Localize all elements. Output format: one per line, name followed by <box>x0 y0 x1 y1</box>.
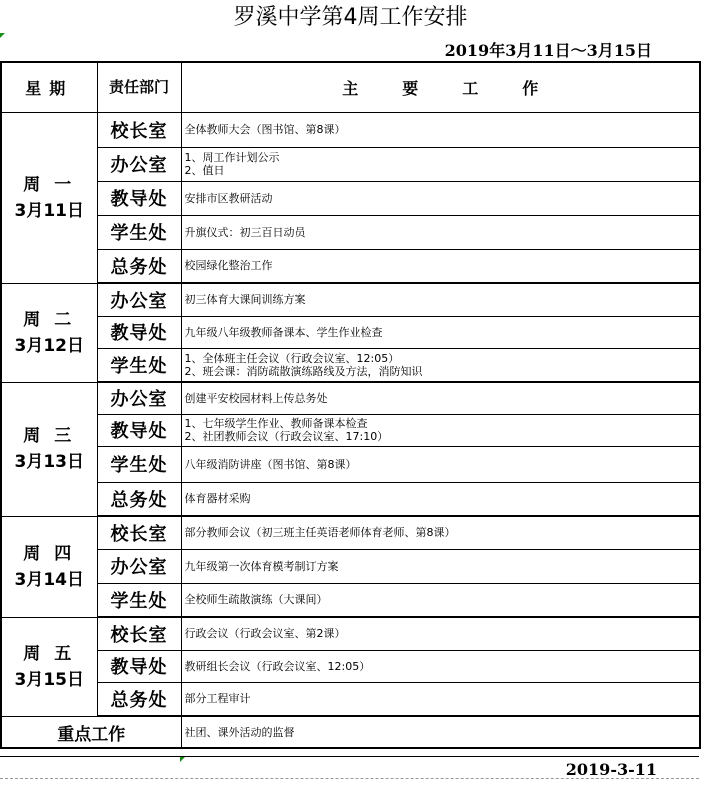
work-cell <box>181 516 700 549</box>
work-cell <box>181 414 700 446</box>
work-item: 2、班会课：消防疏散演练路线及方法，消防知识 <box>184 364 423 378</box>
table-row <box>1 181 700 215</box>
work-cell <box>181 446 700 482</box>
work-cell <box>181 283 700 316</box>
department-cell: 办公室 <box>97 382 181 414</box>
focus-work: 社团、课外活动的监督 <box>181 716 700 748</box>
work-item: 部分工程审计 <box>184 692 251 706</box>
work-cell <box>181 382 700 414</box>
day-cell <box>1 617 97 716</box>
department-cell: 校长室 <box>97 617 181 650</box>
date-range: 2019年3月11日～3月15日 <box>444 41 652 60</box>
department-cell: 办公室 <box>97 549 181 583</box>
work-cell <box>181 249 700 283</box>
day-cell <box>1 382 97 516</box>
work-item: 全校师生疏散演练（大课间） <box>184 593 328 607</box>
table-row <box>1 650 700 682</box>
work-item: 体育器材采购 <box>184 492 251 506</box>
work-item: 1、七年级学生作业、教师备课本检查 <box>184 417 368 430</box>
table-row <box>1 348 700 382</box>
schedule-table <box>0 61 701 749</box>
work-item: 1、全体班主任会议（行政会议室、12:05） <box>184 351 400 365</box>
table-row <box>1 446 700 482</box>
work-item: 创建平安校园材料上传总务处 <box>184 391 328 405</box>
work-cell <box>181 215 700 249</box>
work-item: 全体教师大会（图书馆、第8课） <box>184 123 346 136</box>
focus-row <box>1 716 700 748</box>
department-cell: 办公室 <box>97 283 181 316</box>
work-cell <box>181 316 700 348</box>
work-item: 教研组长会议（行政会议室、12:05） <box>184 659 371 673</box>
department-cell: 教导处 <box>97 650 181 682</box>
weekday-label: 周 三 <box>23 426 76 446</box>
work-item: 2、社团教师会议（行政会议室、17:10） <box>184 430 389 443</box>
work-cell <box>181 348 700 382</box>
department-cell: 校长室 <box>97 112 181 147</box>
work-cell <box>181 583 700 617</box>
table-row <box>1 316 700 348</box>
day-cell <box>1 283 97 382</box>
department-cell: 办公室 <box>97 147 181 181</box>
footer-date: 2019-3-11 <box>565 760 657 779</box>
department-cell: 学生处 <box>97 446 181 482</box>
work-item: 九年级八年级教师备课本、学生作业检查 <box>184 325 383 339</box>
work-item: 八年级消防讲座（图书馆、第8课） <box>184 457 357 471</box>
work-item: 升旗仪式：初三百日动员 <box>184 225 306 239</box>
date-label: 3月11日 <box>14 200 84 221</box>
work-item: 部分教师会议（初三班主任英语老师体育老师、第8课） <box>184 526 456 540</box>
weekday-label: 周 一 <box>23 174 76 195</box>
department-cell: 学生处 <box>97 348 181 382</box>
table-row <box>1 549 700 583</box>
department-cell: 总务处 <box>97 249 181 283</box>
department-cell: 教导处 <box>97 316 181 348</box>
page-title: 罗溪中学第4周工作安排 <box>233 5 468 30</box>
work-cell <box>181 682 700 716</box>
cell-marker-icon <box>0 33 5 38</box>
header-row <box>1 62 700 112</box>
department-cell: 学生处 <box>97 215 181 249</box>
work-cell <box>181 147 700 181</box>
work-cell <box>181 112 700 147</box>
page-break-line <box>0 778 699 779</box>
table-row <box>1 482 700 516</box>
work-item: 行政会议（行政会议室、第2课） <box>184 627 346 641</box>
header-main-work: 主 要 工 作 <box>181 62 700 112</box>
department-cell: 总务处 <box>97 482 181 516</box>
day-cell <box>1 112 97 283</box>
table-row <box>1 382 700 414</box>
header-day: 星期 <box>1 62 97 112</box>
department-cell: 教导处 <box>97 181 181 215</box>
work-cell <box>181 181 700 215</box>
work-item: 2、值日 <box>184 164 225 177</box>
weekday-label: 周 二 <box>23 309 76 330</box>
focus-label: 重点工作 <box>1 716 181 748</box>
table-row <box>1 414 700 446</box>
date-label: 3月15日 <box>14 669 84 690</box>
work-item: 安排市区教研活动 <box>184 191 273 205</box>
table-row <box>1 617 700 650</box>
table-row <box>1 516 700 549</box>
table-row <box>1 249 700 283</box>
cell-marker-icon <box>180 757 185 762</box>
weekday-label: 周 五 <box>23 643 76 664</box>
table-row <box>1 583 700 617</box>
table-row <box>1 112 700 147</box>
table-row <box>1 283 700 316</box>
table-row <box>1 215 700 249</box>
weekday-label: 周 四 <box>23 543 76 564</box>
day-cell <box>1 516 97 617</box>
work-cell <box>181 549 700 583</box>
date-label: 3月14日 <box>14 569 84 590</box>
work-cell <box>181 650 700 682</box>
department-cell: 总务处 <box>97 682 181 716</box>
department-cell: 学生处 <box>97 583 181 617</box>
department-cell: 教导处 <box>97 414 181 446</box>
work-item: 校园绿化整治工作 <box>184 259 273 273</box>
department-cell: 校长室 <box>97 516 181 549</box>
table-bottom-border <box>0 756 699 757</box>
work-cell <box>181 617 700 650</box>
work-cell <box>181 482 700 516</box>
date-label: 3月12日 <box>14 335 84 356</box>
table-row <box>1 682 700 716</box>
work-item: 九年级第一次体育模考制订方案 <box>184 559 339 573</box>
header-dept: 责任部门 <box>97 62 181 112</box>
date-label: 3月13日 <box>14 452 84 472</box>
work-item: 初三体育大课间训练方案 <box>184 293 306 307</box>
work-item: 1、周工作计划公示 <box>184 151 280 164</box>
table-row <box>1 147 700 181</box>
